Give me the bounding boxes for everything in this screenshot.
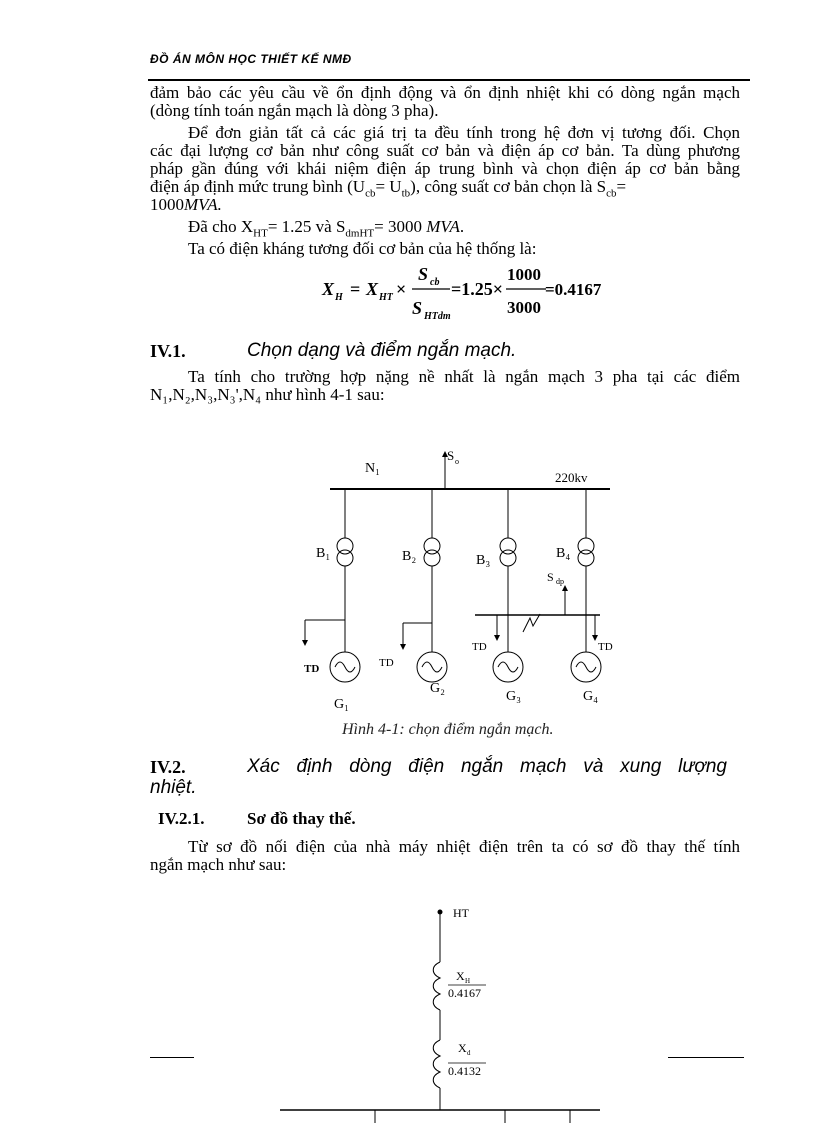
label-b1: B₁ xyxy=(316,546,331,561)
paragraph-line: Từ sơ đồ nối điện của nhà máy nhiệt điện trên ta có sơ đồ thay thế tính xyxy=(188,837,740,856)
figure-4-1 xyxy=(290,440,630,715)
formula-shtdm-sub: HTdm xyxy=(424,311,451,322)
subsection-number: IV.2.1. xyxy=(158,809,205,828)
formula-result: =0.4167 xyxy=(545,280,602,299)
label-g2: G₂ xyxy=(430,681,445,696)
paragraph-line: điện áp định mức trung bình $(U_{cb}= U_{tb})$, công suất cơ bản chọn là $S_{cb}=$ xyxy=(150,177,627,200)
paragraph-line: Để đơn giản tất cả các giá trị ta đều tính trong hệ đơn vị tương đối. Chọn xyxy=(188,123,740,142)
label-td2: TD xyxy=(379,657,394,669)
formula-xh-sub: H xyxy=(335,292,343,303)
page-header: ĐỒ ÁN MÔN HỌC THIẾT KẾ NMĐ xyxy=(150,52,352,66)
label-b2: B₂ xyxy=(402,549,417,564)
label-so: S xyxy=(447,448,455,463)
label-n1: N₁ xyxy=(365,461,380,476)
section-title: Xác định dòng điện ngắn mạch và xung lượng xyxy=(247,756,727,777)
subsection-title: Sơ đồ thay thế. xyxy=(247,809,356,828)
paragraph-line: Đã cho $X_{HT}= 1.25$ và $S_{dmHT}= 3000$ MVA. xyxy=(188,217,465,240)
header-rule xyxy=(148,79,750,81)
label-td4: TD xyxy=(598,641,613,653)
formula-scb: S xyxy=(418,264,429,284)
label-td1: TD xyxy=(304,663,320,675)
branch-1 xyxy=(304,489,360,712)
transformer-b3-upper xyxy=(500,538,516,554)
label-xh-val: 0.4167 xyxy=(448,986,481,1000)
label-b3: B₃ xyxy=(476,553,491,568)
label-xd-val: 0.4132 xyxy=(448,1064,481,1078)
label-xd: X xyxy=(458,1041,467,1055)
transformer-b2-lower xyxy=(424,550,440,566)
paragraph-line: 1000MVA. xyxy=(150,195,222,214)
paragraph-line: các đại lượng cơ bản như công suất cơ bản và điện áp cơ bản. Ta dùng phương xyxy=(150,141,740,160)
paragraph-line: N₁,N₂,N₃,N₃',N₄ như hình 4-1 sau: xyxy=(150,385,385,404)
section-number: IV.2. xyxy=(150,757,186,777)
formula-xh: X xyxy=(322,279,335,299)
reactance-xh xyxy=(433,962,440,1010)
label-220kv: 220kv xyxy=(555,470,588,485)
label-g1: G₁ xyxy=(334,697,349,712)
paragraph-line: đảm bảo các yêu cầu về ổn định động và ổn định nhiệt khi có dòng ngắn mạch xyxy=(150,83,740,102)
label-g4: G₄ xyxy=(583,689,598,704)
reactance-xd xyxy=(433,1040,440,1088)
figure-caption: Hình 4-1: chọn điểm ngắn mạch. xyxy=(342,721,554,738)
transformer-b4-lower xyxy=(578,550,594,566)
branch-3 xyxy=(472,489,523,704)
label-g3: G₃ xyxy=(506,689,521,704)
formula-den2: 3000 xyxy=(507,298,541,317)
footer-rule-right xyxy=(668,1057,744,1058)
fault-symbol xyxy=(523,614,540,632)
branch-2 xyxy=(379,489,447,696)
section-number: IV.1. xyxy=(150,341,186,361)
equivalent-circuit xyxy=(270,900,630,1123)
transformer-b4-upper xyxy=(578,538,594,554)
paragraph-line: (dòng tính toán ngắn mạch là dòng 3 pha). xyxy=(150,101,439,120)
label-sdp-sub: dp xyxy=(556,577,564,586)
paragraph-line: ngắn mạch như sau: xyxy=(150,855,287,874)
transformer-b1-upper xyxy=(337,538,353,554)
formula-xht: X xyxy=(366,279,379,299)
transformer-b3-lower xyxy=(500,550,516,566)
formula xyxy=(310,260,630,322)
formula-times: × xyxy=(396,279,407,299)
section-title: Chọn dạng và điểm ngắn mạch. xyxy=(247,340,517,361)
label-xh: X xyxy=(456,969,465,983)
label-xd-sub: d xyxy=(467,1049,471,1057)
label-b4: B₄ xyxy=(556,546,571,561)
section-title-cont: nhiệt. xyxy=(150,777,197,798)
formula-xht-sub: HT xyxy=(379,292,393,303)
transformer-b1-lower xyxy=(337,550,353,566)
label-so-sub: o xyxy=(455,457,459,466)
transformer-b2-upper xyxy=(424,538,440,554)
paragraph-line: Ta tính cho trường hợp nặng nề nhất là ngắn mạch 3 pha tại các điểm xyxy=(188,367,740,386)
paragraph-line: Ta có điện kháng tương đối cơ bản của hệ thống là: xyxy=(188,239,537,258)
label-xh-sub: H xyxy=(465,977,471,985)
formula-scb-sub: cb xyxy=(430,277,440,288)
label-sdp: S xyxy=(547,570,554,584)
label-ht: HT xyxy=(453,906,469,920)
formula-eq2: =1.25× xyxy=(451,279,504,299)
footer-rule-left xyxy=(150,1057,194,1058)
formula-num2: 1000 xyxy=(507,265,541,284)
paragraph-line: pháp gần đúng với khái niệm điện áp trung bình và chọn điện áp cơ bản bằng xyxy=(150,159,740,178)
formula-eq: = xyxy=(350,279,361,299)
label-td3: TD xyxy=(472,641,487,653)
formula-shtdm: S xyxy=(412,298,423,318)
